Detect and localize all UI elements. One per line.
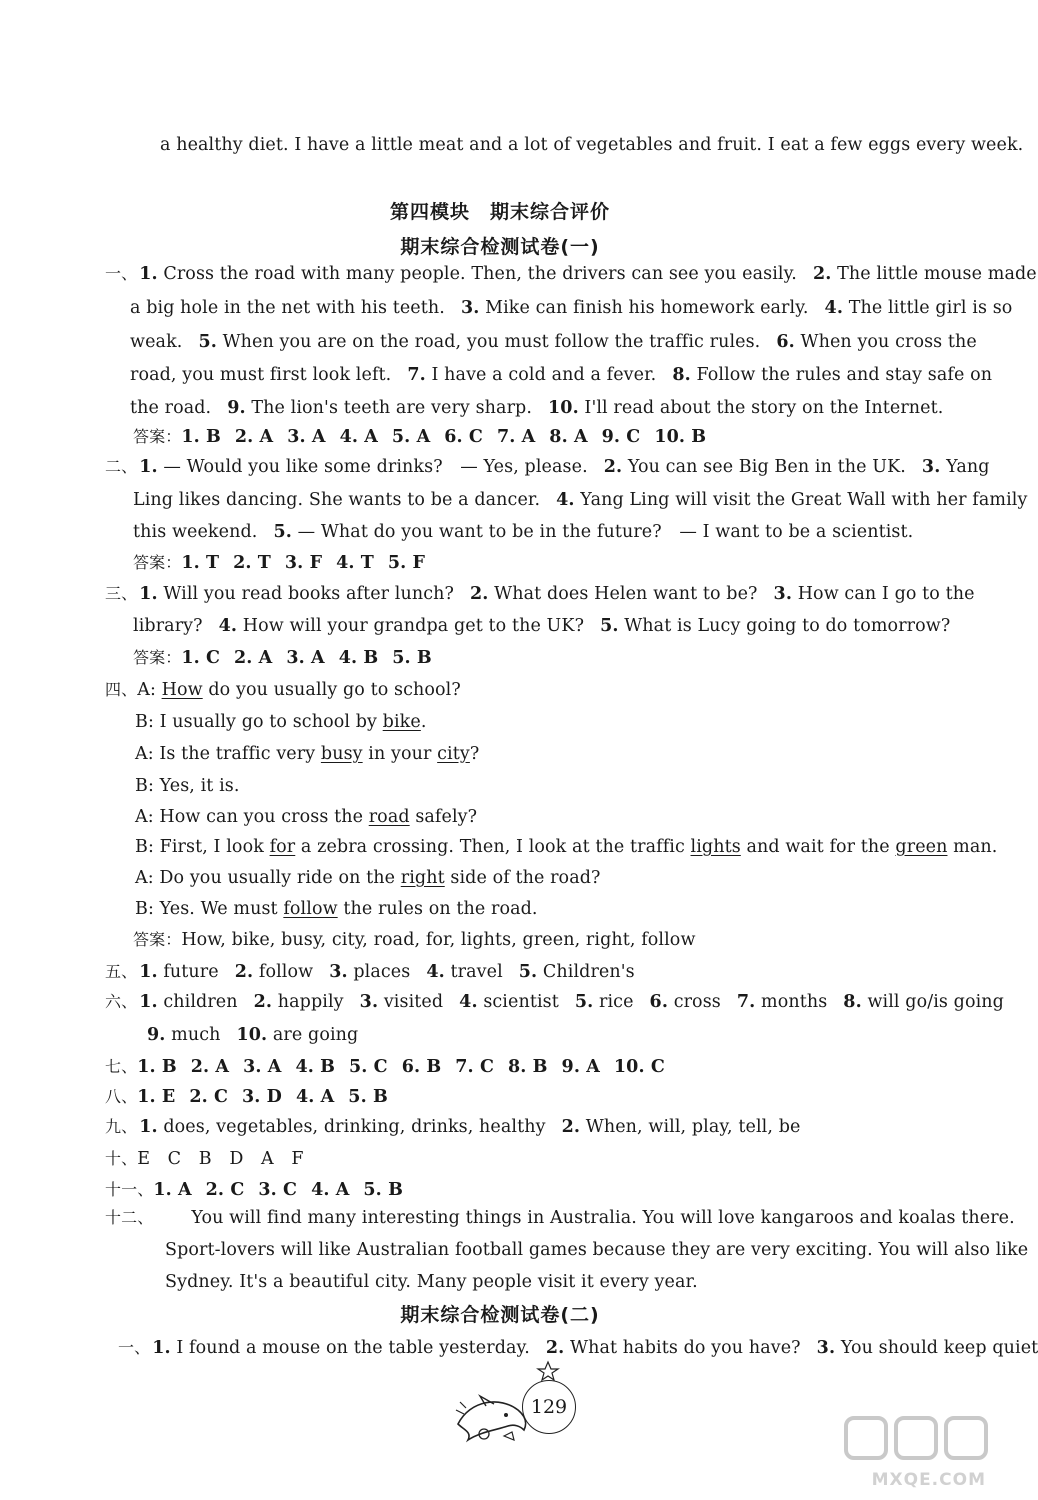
s12-line-1: 十二、 You will find many interesting things in Australia. You will love kangaroos and koalas there. bbox=[105, 1208, 1015, 1228]
s4-dialogue-7: A: Do you usually ride on the right side of the road? bbox=[135, 868, 601, 888]
page-footer bbox=[450, 1360, 590, 1450]
s4-dialogue-6: B: First, I look for a zebra crossing. Then, I look at the traffic lights and wait for the green man. bbox=[135, 837, 998, 857]
s4-dialogue-3: A: Is the traffic very busy in your city? bbox=[135, 744, 480, 764]
s12-line-3: Sydney. It's a beautiful city. Many people visit it every year. bbox=[165, 1272, 698, 1292]
s1-answers: 答案：1. B 2. A 3. A 4. A 5. A 6. C 7. A 8. A 9. C 10. B bbox=[133, 427, 707, 447]
test1-title: 期末综合检测试卷(一) bbox=[400, 236, 600, 258]
s1-line-1: 一、 1. Cross the road with many people. Then, the drivers can see you easily. 2. The little mouse made bbox=[105, 264, 1037, 284]
t2-s1-line: 一、 1. I found a mouse on the table yesterday. 2. What habits do you have? 3. You should keep quiet bbox=[118, 1338, 1038, 1358]
s3-line-1: 三、 1. Will you read books after lunch? 2. What does Helen want to be? 3. How can I go to the bbox=[105, 584, 975, 604]
s2-answers: 答案：1. T 2. T 3. F 4. T 5. F bbox=[133, 553, 426, 573]
s2-line-1: 二、 1. — Would you like some drinks? — Yes, please. 2. You can see Big Ben in the UK. 3. Yang bbox=[105, 457, 990, 477]
star-icon bbox=[538, 1362, 558, 1380]
s1-line-2: a big hole in the net with his teeth. 3. Mike can finish his homework early. 4. The little girl is so bbox=[130, 298, 1013, 318]
s9-line: 九、 1. does, vegetables, drinking, drinks, healthy 2. When, will, play, tell, be bbox=[105, 1117, 801, 1137]
s4-dialogue-4: B: Yes, it is. bbox=[135, 776, 240, 796]
watermark-logo-icon bbox=[842, 1412, 992, 1472]
section-mark: 一、 bbox=[105, 264, 138, 283]
s3-answers: 答案：1. C 2. A 3. A 4. B 5. B bbox=[133, 648, 432, 668]
s11-line: 十一、1. A 2. C 3. C 4. A 5. B bbox=[105, 1180, 403, 1200]
s10-line: 十、E C B D A F bbox=[105, 1149, 304, 1169]
s12-line-2: Sport-lovers will like Australian football games because they are very exciting. You will also like bbox=[165, 1240, 1029, 1260]
intro-line: a healthy diet. I have a little meat and a lot of vegetables and fruit. I eat a few eggs every week. bbox=[160, 135, 1024, 155]
s4-dialogue-8: B: Yes. We must follow the rules on the road. bbox=[135, 899, 538, 919]
s2-line-2: Ling likes dancing. She wants to be a dancer. 4. Yang Ling will visit the Great Wall with her family bbox=[133, 490, 1028, 510]
s6-line-2: 9. much 10. are going bbox=[147, 1025, 359, 1045]
s2-line-3: this weekend. 5. — What do you want to be in the future? — I want to be a scientist. bbox=[133, 522, 914, 542]
s1-line-4: road, you must first look left. 7. I have a cold and a fever. 8. Follow the rules and stay safe on bbox=[130, 365, 993, 385]
s1-line-5: the road. 9. The lion's teeth are very sharp. 10. I'll read about the story on the Internet. bbox=[130, 398, 944, 418]
s1-line-3: weak. 5. When you are on the road, you must follow the traffic rules. 6. When you cross the bbox=[130, 332, 977, 352]
s3-line-2: library? 4. How will your grandpa get to the UK? 5. What is Lucy going to do tomorrow? bbox=[133, 616, 951, 636]
s4-dialogue-5: A: How can you cross the road safely? bbox=[135, 807, 478, 827]
page-number: 129 bbox=[522, 1380, 576, 1434]
s4-dialogue-1: 四、A: How do you usually go to school? bbox=[105, 680, 461, 700]
watermark-text: MXQE.COM bbox=[871, 1470, 986, 1490]
s5-line: 五、 1. future 2. follow 3. places 4. travel 5. Children's bbox=[105, 962, 635, 982]
s7-line: 七、1. B 2. A 3. A 4. B 5. C 6. B 7. C 8. B 9. A 10. C bbox=[105, 1057, 665, 1077]
s4-dialogue-2: B: I usually go to school by bike. bbox=[135, 712, 427, 732]
module-title: 第四模块 期末综合评价 bbox=[389, 201, 610, 223]
s4-answers: 答案：How, bike, busy, city, road, for, lights, green, right, follow bbox=[133, 930, 696, 950]
test2-title: 期末综合检测试卷(二) bbox=[400, 1304, 600, 1326]
s8-line: 八、1. E 2. C 3. D 4. A 5. B bbox=[105, 1087, 388, 1107]
watermark bbox=[842, 1412, 992, 1492]
s6-line-1: 六、 1. children 2. happily 3. visited 4. scientist 5. rice 6. cross 7. months 8. will go/is going bbox=[105, 992, 1004, 1012]
